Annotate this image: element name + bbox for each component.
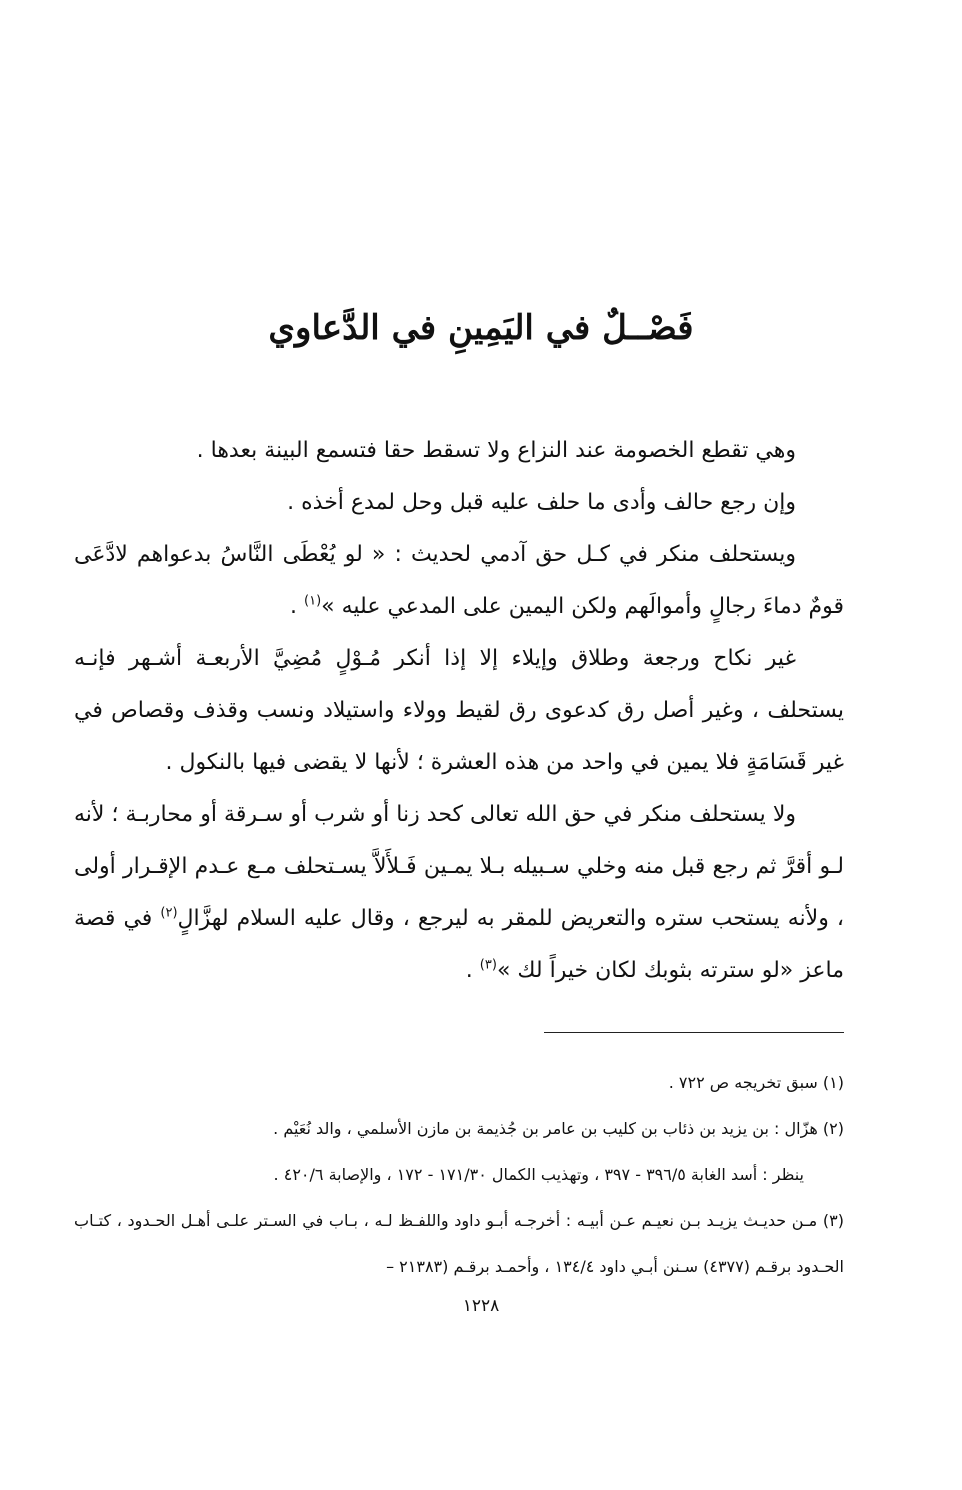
footnote-ref-1: (١) [304,593,322,609]
footnote-separator [544,1032,844,1033]
paragraph-5-end: . [465,958,473,983]
page-number: ١٢٢٨ [462,1296,500,1316]
paragraph-5 [74,789,844,997]
paragraph-3-text: ويستحلف منكر في كـل حق آدمي لحديث : « لو يُعْطَى النَّاسُ بدعواهم لادَّعَى قومٌ دماءَ رجالٍ وأموالَهم ولكن اليمين على المدعي عليه » [74,542,844,619]
footnotes [74,1060,844,1290]
footnote-3: (٣) مـن حديـث يزيـد بـن نعيـم عـن أبيـه : أخرجـه أبـو داود واللفـظ لـه ، بـاب في السـتر علـى أهـل الحـدود ، كتـاب الحـدود برقـم (٤٣٧٧) سـنن أبـي داود ١٣٤/٤ ، وأحمـد برقـم (٢١٣٨٣ – [74,1211,844,1276]
paragraph-5-cont: في قصة ماعز «لو سترته بثوبك لكان خيراً لك » [74,906,844,983]
footnote-2-sources: ينظر : أسد الغابة ٣٩٦/٥ - ٣٩٧ ، وتهذيب الكمال ١٧١/٣٠ - ١٧٢ ، والإصابة ٤٢٠/٦ . [273,1165,804,1184]
chapter-title: فَصْــلٌ في اليَمِينِ في الدَّعاوي [268,308,694,348]
main-text [74,425,844,997]
footnote-1: (١) سبق تخريجه ص ٧٢٢ . [668,1073,844,1092]
paragraph-4: غير نكاح ورجعة وطلاق وإيلاء إلا إذا أنكر مُـوْلٍ مُضِيَّ الأربعـة أشـهر فإنـه يستحلف ، وغير أصل رق كدعوى رق لقيط وولاء واستيلاد ونسب وقذف وقصاص في غير قَسَامَةٍ فلا يمين في واحد من هذه العشرة ؛ لأنها لا يقضى فيها بالنكول . [74,646,844,775]
paragraph-3-end: . [290,594,298,619]
paragraph-5-text: ولا يستحلف منكر في حق الله تعالى كحد زنا أو شرب أو سـرقة أو محاربـة ؛ لأنه لـو أقرَّ ثم رجع قبل منه وخلي سـبيله بـلا يمـين فَـلأَلاَّ يسـتحلف مـع عـدم الإقـرار أولى ، ولأنه يستحب ستره والتعريض للمقر به ليرجع ، وقال عليه السلام لهزَّالٍ [74,802,844,931]
paragraph-3 [74,529,844,633]
paragraph-2: وإن رجع حالف وأدى ما حلف عليه قبل وحل لمدع أخذه . [287,490,796,515]
footnote-ref-3: (٣) [479,957,497,973]
footnote-2: (٢) هزّال : بن يزيد بن ذئاب بن كليب بن عامر بن جُذيمة بن مازن الأسلمي ، والد نُعَيْم . [273,1119,844,1138]
paragraph-1: وهي تقطع الخصومة عند النزاع ولا تسقط حقا فتسمع البينة بعدها . [196,438,796,463]
footnote-ref-2: (٢) [160,905,178,921]
